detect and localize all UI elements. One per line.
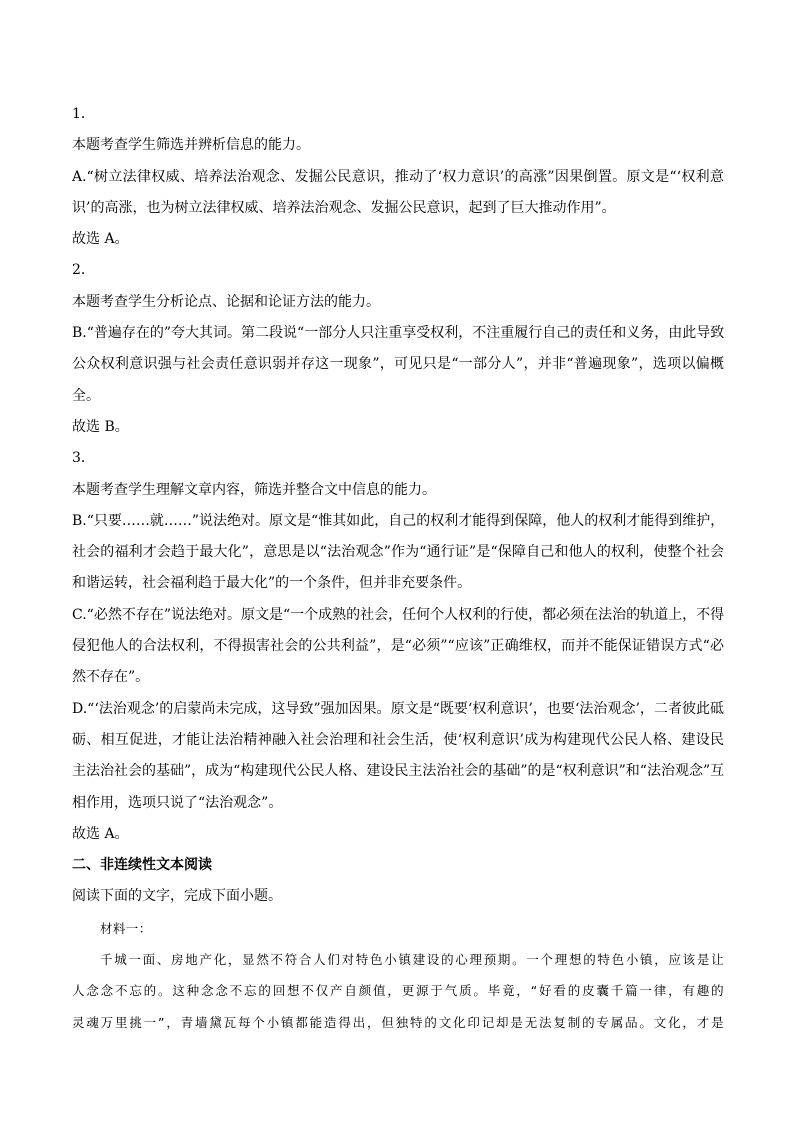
q3-intro: 本题考查学生理解文章内容，筛选并整合文中信息的能力。 [72,481,436,498]
q3-option-b-line: 社会的福利才会趋于最大化”，意思是以“法治观念”作为“通行证”是“保障自己和他人的权利，使整个社会 [72,544,724,561]
material-paragraph-line: 人念念不忘的。这种念念不忘的回想不仅产自颜值，更源于气质。毕竟，“好看的皮囊千篇一律，有趣的 [72,983,724,999]
q3-option-b-line: 和谐运转，社会福利趋于最大化”的一个条件，但并非充要条件。 [72,575,472,592]
material-label: 材料一： [100,920,152,936]
q1-analysis-line: A.“树立法律权威、培养法治观念、发掘公民意识，推动了‘权力意识’的高涨”因果倒置。原文是“‘权利意 [72,168,724,185]
q3-number: 3． [72,450,95,467]
q1-analysis-line: 识’的高涨，也为树立法律权威、培养法治观念、发掘公民意识，起到了巨大推动作用”。 [72,199,616,216]
q3-option-d-line: 砺、相互促进，才能让法治精神融入社会治理和社会生活，使‘权利意识’成为构建现代公民人格、建设民 [72,731,724,748]
q2-intro: 本题考查学生分析论点、论据和论证方法的能力。 [72,293,380,310]
document-page [72,99,724,1038]
section-heading: 二、非连续性文本阅读 [72,857,212,874]
q1-answer: 故选 A。 [72,231,129,248]
q3-option-d-line: 相作用，选项只说了“法治观念”。 [72,794,283,811]
q2-analysis-line: 公众权利意识强与社会责任意识弱并存这一现象”，可见只是“一部分人”，并非“普遍现象”，选项以偏概 [72,356,724,373]
q2-number: 2． [72,262,95,279]
q1-intro: 本题考查学生筛选并辨析信息的能力。 [72,137,310,154]
q3-option-d-line: 主法治社会的基础”，成为“构建现代公民人格、建设民主法治社会的基础”的是“权利意识”和“法治观念”互 [72,763,724,780]
q3-option-b-line: B.“只要……就……”说法绝对。原文是“惟其如此，自己的权利才能得到保障，他人的权利才能得到维护， [72,512,724,529]
q1-number: 1． [72,106,95,122]
q2-analysis-line: 全。 [72,387,100,404]
q3-answer: 故选 A。 [72,825,129,842]
q2-answer: 故选 B。 [72,418,129,435]
section-instruction: 阅读下面的文字，完成下面小题。 [72,888,282,905]
material-paragraph-line: 千城一面、房地产化，显然不符合人们对特色小镇建设的心理预期。一个理想的特色小镇，应该是让 [100,952,724,968]
q3-option-c-line: 侵犯他人的合法权利，不得损害社会的公共利益”，是“必须”“应该”正确维权，而并不能保证错误方式“必 [72,638,724,655]
q3-option-d-line: D.“‘法治观念’的启蒙尚未完成，这导致”强加因果。原文是“既要‘权利意识’，也要‘法治观念’，二者彼此砥 [72,700,724,717]
q3-option-c-line: 然不存在”。 [72,669,150,686]
q2-analysis-line: B.“普遍存在的”夸大其词。第二段说“一部分人只注重享受权利，不注重履行自己的责任和义务，由此导致 [72,325,724,342]
material-paragraph-line: 灵魂万里挑一”，青墙黛瓦每个小镇都能造得出，但独特的文化印记却是无法复制的专属品。文化，才是 [72,1014,724,1030]
q3-option-c-line: C.“必然不存在”说法绝对。原文是“一个成熟的社会，任何个人权利的行使，都必须在法治的轨道上，不得 [72,606,724,623]
